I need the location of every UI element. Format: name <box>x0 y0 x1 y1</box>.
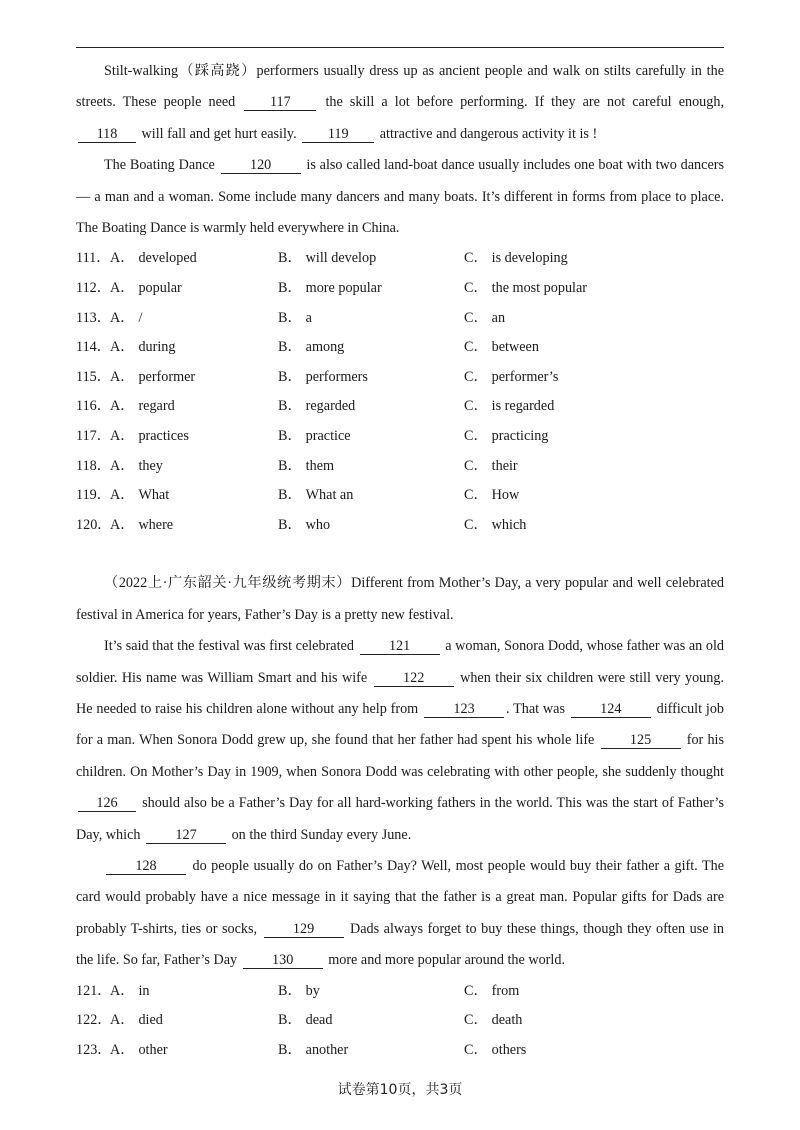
option-c <box>462 363 558 393</box>
option-a-letter: A． <box>110 982 135 999</box>
question-options-row <box>76 333 724 363</box>
option-c <box>462 422 548 452</box>
passage2-paragraph1 <box>76 631 724 851</box>
question-options-row <box>76 392 724 422</box>
exam-content <box>76 56 724 1065</box>
blank-126: 126 <box>78 795 136 812</box>
option-c <box>462 333 539 363</box>
question-number: 114． <box>76 339 111 356</box>
option-b <box>260 452 462 482</box>
option-c-text: the most popular <box>491 280 588 297</box>
option-c-text: practicing <box>491 428 549 444</box>
option-b <box>260 244 462 274</box>
option-c <box>462 304 505 334</box>
option-a-text: where <box>138 516 174 533</box>
option-a-letter: A． <box>110 516 135 533</box>
option-b-text: performers <box>305 368 368 385</box>
blank-128: 128 <box>106 858 186 875</box>
option-b-letter: B． <box>278 1012 302 1029</box>
option-a-letter: A． <box>110 1041 135 1058</box>
passage-text: Dads always forget to buy these things, though they often use in the life. So far, Father’s Day <box>76 920 725 969</box>
option-c-text: between <box>491 339 539 356</box>
passage-text: on the third Sunday every June. <box>231 826 412 843</box>
passage-text: difficult job for a man. When Sonora Dodd grew up, she found that her father had spent his whole life <box>76 701 725 749</box>
option-a <box>110 274 260 304</box>
option-b-text: regarded <box>305 398 356 415</box>
option-a <box>110 511 260 541</box>
option-a <box>110 392 260 422</box>
blank-125: 125 <box>601 732 681 749</box>
option-b-text: dead <box>305 1012 333 1029</box>
option-a-letter: A． <box>110 280 135 297</box>
option-b-letter: B． <box>278 428 302 444</box>
passage-text: . That was <box>506 701 565 717</box>
option-c-text: death <box>491 1012 523 1029</box>
option-c <box>462 452 518 482</box>
option-c-text: is regarded <box>491 398 555 415</box>
option-c-letter: C． <box>464 982 488 999</box>
question-number: 112． <box>76 280 111 297</box>
option-c-text: their <box>491 457 518 474</box>
passage-text: attractive and dangerous activity it is ! <box>379 125 598 142</box>
question-options-row <box>76 511 724 541</box>
option-b-letter: B． <box>278 339 302 356</box>
option-c-text: performer’s <box>491 368 559 385</box>
passage-text: more and more popular around the world. <box>328 952 565 969</box>
question-options-row <box>76 304 724 334</box>
option-b <box>260 422 462 452</box>
option-c-letter: C． <box>464 309 488 326</box>
passage-text: a woman, Sonora Dodd, whose father was an old soldier. His name was William Smart and his wife <box>76 638 725 686</box>
option-b-text: a <box>305 309 312 326</box>
option-a-text: practices <box>138 428 189 444</box>
question-options-row <box>76 274 724 304</box>
blank-127: 127 <box>146 827 226 844</box>
option-a <box>110 1006 260 1036</box>
question-options-row <box>76 452 724 482</box>
option-a-text: in <box>138 982 150 999</box>
passage-text: Stilt-walking（踩高跷）performers usually dress up as ancient people and walk on stilts carefully in the streets. These people need <box>76 63 724 111</box>
option-c-text: which <box>491 516 527 533</box>
options-list-121-123 <box>76 977 724 1066</box>
option-a-text: performer <box>138 368 196 385</box>
option-c-letter: C． <box>464 398 488 415</box>
blank-117: 117 <box>244 94 316 111</box>
option-a-text: developed <box>138 250 197 267</box>
option-a <box>110 1036 260 1066</box>
option-b-text: another <box>305 1041 349 1058</box>
question-number: 111． <box>76 250 111 267</box>
option-b <box>260 392 462 422</box>
option-c-text: an <box>491 309 506 326</box>
option-a <box>110 304 260 334</box>
question-number: 122． <box>76 1012 112 1029</box>
option-c <box>462 392 554 422</box>
option-a-text: died <box>138 1012 163 1029</box>
option-a-letter: A． <box>110 487 135 504</box>
option-b-text: practice <box>305 428 351 444</box>
option-a-text: / <box>138 309 143 326</box>
question-options-row <box>76 363 724 393</box>
option-a-letter: A． <box>110 250 135 267</box>
option-b-letter: B． <box>278 982 302 999</box>
option-a <box>110 481 260 511</box>
question-options-row <box>76 1006 724 1036</box>
question-number: 115． <box>76 368 111 385</box>
option-a-letter: A． <box>110 339 135 356</box>
question-number: 113． <box>76 309 111 326</box>
option-c <box>462 977 519 1007</box>
option-a <box>110 363 260 393</box>
option-b <box>260 304 462 334</box>
option-b-letter: B． <box>278 457 302 474</box>
blank-118: 118 <box>78 126 136 143</box>
blank-119: 119 <box>302 126 374 143</box>
option-a-text: regard <box>138 398 175 415</box>
option-b-letter: B． <box>278 280 302 297</box>
option-b-text: among <box>305 339 345 356</box>
passage-text: is also called land-boat dance usually includes one boat with two dancers — a man and a woman. Some include many dancers and many boats. It’s different in forms from place to place. The Boating Dance is warmly held everywhere in China. <box>76 157 724 237</box>
question-options-row <box>76 977 724 1007</box>
option-b <box>260 511 462 541</box>
passage-text: （2022上·广东韶关·九年级统考期末）Different from Mother’s Day, a very popular and well celebrated festival in America for years, Father’s Day is a pretty new festival. <box>76 575 724 623</box>
option-b <box>260 274 462 304</box>
question-options-row <box>76 481 724 511</box>
passage-text: will fall and get hurt easily. <box>141 125 297 142</box>
question-number: 123． <box>76 1041 112 1058</box>
option-c-letter: C． <box>464 457 488 474</box>
option-b-letter: B． <box>278 398 302 415</box>
passage-text: It’s said that the festival was first celebrated <box>104 638 354 655</box>
option-b-text: who <box>305 516 331 533</box>
passage-text: for his children. On Mother’s Day in 1909, when Sonora Dodd was celebrating with other people, she suddenly thought <box>76 732 725 780</box>
option-c <box>462 244 568 274</box>
option-c-text: others <box>491 1041 527 1058</box>
option-b <box>260 977 462 1007</box>
passage-text: should also be a Father’s Day for all hard-working fathers in the world. This was the start of Father’s Day, which <box>76 795 725 843</box>
option-c <box>462 481 519 511</box>
question-number: 119． <box>76 487 111 504</box>
option-a-letter: A． <box>110 1012 135 1029</box>
option-b <box>260 1036 462 1066</box>
option-a <box>110 452 260 482</box>
header-rule <box>76 47 724 48</box>
option-b-letter: B． <box>278 1041 302 1058</box>
option-b <box>260 363 462 393</box>
option-a <box>110 244 260 274</box>
question-number: 120． <box>76 516 112 533</box>
option-a-letter: A． <box>110 309 135 326</box>
passage1-paragraph2 <box>76 150 724 244</box>
option-b-text: them <box>305 457 335 474</box>
blank-130: 130 <box>243 952 323 969</box>
option-b <box>260 481 462 511</box>
option-c-letter: C． <box>464 339 488 356</box>
option-a-text: during <box>138 339 176 356</box>
option-a-text: other <box>138 1041 168 1058</box>
option-c <box>462 274 587 304</box>
blank-122: 122 <box>374 670 454 687</box>
question-number: 121． <box>76 982 112 999</box>
option-c-text: is developing <box>491 250 568 267</box>
blank-129: 129 <box>264 921 344 938</box>
option-b-text: by <box>305 982 320 999</box>
option-a-text: popular <box>138 280 182 297</box>
option-b-text: more popular <box>305 280 382 297</box>
option-b-letter: B． <box>278 368 302 385</box>
option-c-letter: C． <box>464 368 488 385</box>
option-a <box>110 333 260 363</box>
option-a <box>110 977 260 1007</box>
option-c-letter: C． <box>464 516 488 533</box>
passage-text: do people usually do on Father’s Day? Well, most people would buy their father a gift. The card would probably have a nice message in it saying that the father is a great man. Popular gifts for Dads are probably T-shirts, ties or socks, <box>76 858 724 937</box>
blank-121: 121 <box>360 638 440 655</box>
page-footer: 试卷第10页，共3页 <box>337 1082 463 1098</box>
option-b <box>260 333 462 363</box>
option-c <box>462 1006 522 1036</box>
question-options-row <box>76 244 724 274</box>
option-b-text: What an <box>305 487 354 504</box>
blank-124: 124 <box>571 701 651 718</box>
options-list-111-120 <box>76 244 724 540</box>
option-a-letter: A． <box>110 398 135 415</box>
option-c-letter: C． <box>464 1041 488 1058</box>
blank-120: 120 <box>221 157 301 174</box>
question-number: 116． <box>76 398 111 415</box>
option-b-text: will develop <box>305 250 377 267</box>
option-c-letter: C． <box>464 280 488 297</box>
option-b <box>260 1006 462 1036</box>
passage-text: The Boating Dance <box>104 157 215 174</box>
section-gap <box>76 540 724 568</box>
option-a-text: What <box>138 487 170 504</box>
option-c-letter: C． <box>464 250 488 267</box>
option-b-letter: B． <box>278 487 302 504</box>
option-b-letter: B． <box>278 516 302 533</box>
blank-123: 123 <box>424 701 504 718</box>
option-c <box>462 1036 526 1066</box>
option-a-letter: A． <box>110 368 135 385</box>
question-number: 118． <box>76 457 111 474</box>
option-b-letter: B． <box>278 309 302 326</box>
option-c-letter: C． <box>464 428 488 444</box>
passage-text: the skill a lot before performing. If they are not careful enough, <box>325 94 725 111</box>
option-c <box>462 511 526 541</box>
option-c-text: from <box>491 982 520 999</box>
option-c-text: How <box>491 487 520 504</box>
question-options-row <box>76 422 724 452</box>
option-a-text: they <box>138 457 163 474</box>
option-a-letter: A． <box>110 428 135 444</box>
passage2-paragraph2 <box>76 851 724 977</box>
option-b-letter: B． <box>278 250 302 267</box>
option-c-letter: C． <box>464 487 488 504</box>
question-options-row <box>76 1036 724 1066</box>
passage2-intro <box>76 568 724 631</box>
passage-text: when their six children were still very young. He needed to raise his children alone without any help from <box>76 669 725 717</box>
option-a <box>110 422 260 452</box>
option-a-letter: A． <box>110 457 135 474</box>
question-number: 117． <box>76 428 111 444</box>
option-c-letter: C． <box>464 1012 488 1029</box>
passage1-paragraph1 <box>76 56 724 150</box>
